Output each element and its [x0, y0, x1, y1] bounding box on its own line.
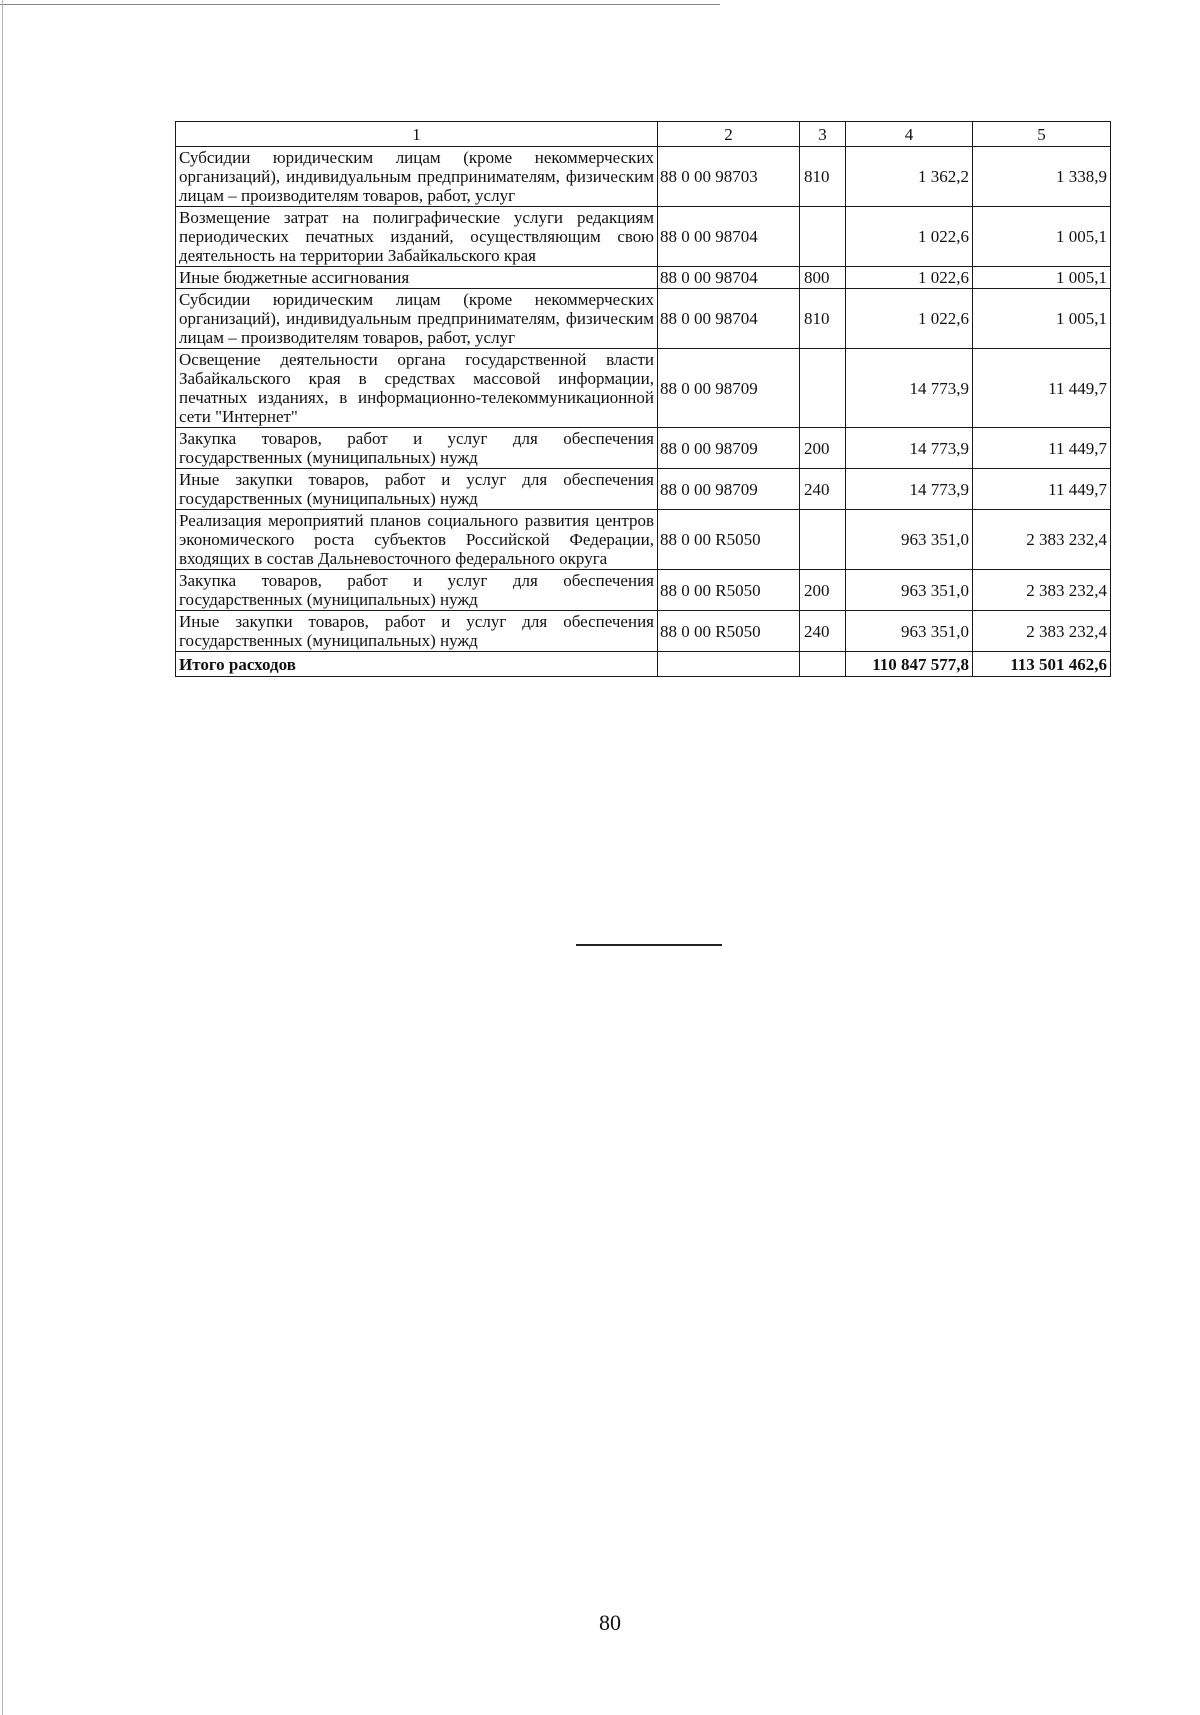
table-row: [176, 570, 1111, 611]
total-row: [176, 652, 1111, 677]
row-vr: 800: [800, 267, 846, 289]
table-row: [176, 207, 1111, 267]
row-code: 88 0 00 98709: [658, 469, 800, 510]
row-code: 88 0 00 98704: [658, 289, 800, 349]
row-code: 88 0 00 98703: [658, 147, 800, 207]
budget-table: [175, 121, 1111, 677]
row-amount-5: 11 449,7: [973, 349, 1111, 428]
row-amount-4: 14 773,9: [846, 469, 973, 510]
row-vr: [800, 510, 846, 570]
page-number: 80: [599, 1610, 621, 1635]
table-header-row: [176, 122, 1111, 147]
column-header: 4: [846, 122, 973, 147]
row-amount-4: 1 362,2: [846, 147, 973, 207]
total-vr: [800, 652, 846, 677]
row-name: Иные закупки товаров, работ и услуг для обеспечения государственных (муниципальных) нужд: [176, 611, 658, 652]
row-amount-5: 2 383 232,4: [973, 510, 1111, 570]
table-row: [176, 428, 1111, 469]
column-header: 3: [800, 122, 846, 147]
row-amount-5: 1 005,1: [973, 289, 1111, 349]
table-row: [176, 147, 1111, 207]
row-amount-5: 2 383 232,4: [973, 570, 1111, 611]
total-amount-5: 113 501 462,6: [973, 652, 1111, 677]
total-code: [658, 652, 800, 677]
column-header: 5: [973, 122, 1111, 147]
row-amount-5: 2 383 232,4: [973, 611, 1111, 652]
table-row: [176, 611, 1111, 652]
row-amount-4: 963 351,0: [846, 570, 973, 611]
row-amount-5: 1 005,1: [973, 207, 1111, 267]
row-name: Освещение деятельности органа государственной власти Забайкальского края в средствах массовой информации, печатных изданиях, в информационно-телекоммуникационной сети "Интернет": [176, 349, 658, 428]
row-vr: 200: [800, 570, 846, 611]
column-header: 1: [176, 122, 658, 147]
row-vr: 240: [800, 611, 846, 652]
row-code: 88 0 00 98704: [658, 267, 800, 289]
total-label: Итого расходов: [176, 652, 658, 677]
row-vr: 240: [800, 469, 846, 510]
total-amount-4: 110 847 577,8: [846, 652, 973, 677]
row-name: Закупка товаров, работ и услуг для обеспечения государственных (муниципальных) нужд: [176, 570, 658, 611]
table-row: [176, 267, 1111, 289]
row-amount-4: 1 022,6: [846, 267, 973, 289]
row-amount-4: 963 351,0: [846, 611, 973, 652]
row-code: 88 0 00 98704: [658, 207, 800, 267]
row-code: 88 0 00 98709: [658, 428, 800, 469]
row-vr: [800, 207, 846, 267]
table-row: [176, 289, 1111, 349]
row-code: 88 0 00 R5050: [658, 611, 800, 652]
row-vr: 810: [800, 147, 846, 207]
row-amount-4: 14 773,9: [846, 349, 973, 428]
end-of-document-rule: [576, 944, 722, 946]
row-amount-4: 1 022,6: [846, 289, 973, 349]
row-name: Реализация мероприятий планов социального развития центров экономического роста субъектов Российской Федерации, входящих в состав Дальневосточного федерального округа: [176, 510, 658, 570]
row-name: Субсидии юридическим лицам (кроме некоммерческих организаций), индивидуальным предпринимателям, физическим лицам – производителям товаров, работ, услуг: [176, 289, 658, 349]
row-amount-5: 11 449,7: [973, 469, 1111, 510]
row-amount-5: 1 338,9: [973, 147, 1111, 207]
row-name: Возмещение затрат на полиграфические услуги редакциям периодических печатных изданий, осуществляющим свою деятельность на территории Забайкальского края: [176, 207, 658, 267]
page-edge-left: [2, 0, 3, 1715]
column-header: 2: [658, 122, 800, 147]
row-code: 88 0 00 R5050: [658, 570, 800, 611]
table-row: [176, 349, 1111, 428]
row-amount-5: 11 449,7: [973, 428, 1111, 469]
row-name: Субсидии юридическим лицам (кроме некоммерческих организаций), индивидуальным предпринимателям, физическим лицам – производителям товаров, работ, услуг: [176, 147, 658, 207]
row-code: 88 0 00 R5050: [658, 510, 800, 570]
table-row: [176, 469, 1111, 510]
row-name: Иные бюджетные ассигнования: [176, 267, 658, 289]
row-name: Закупка товаров, работ и услуг для обеспечения государственных (муниципальных) нужд: [176, 428, 658, 469]
row-amount-4: 14 773,9: [846, 428, 973, 469]
row-code: 88 0 00 98709: [658, 349, 800, 428]
table-row: [176, 510, 1111, 570]
row-vr: [800, 349, 846, 428]
row-vr: 810: [800, 289, 846, 349]
page-edge-top: [0, 4, 720, 5]
row-amount-5: 1 005,1: [973, 267, 1111, 289]
row-amount-4: 963 351,0: [846, 510, 973, 570]
row-amount-4: 1 022,6: [846, 207, 973, 267]
row-name: Иные закупки товаров, работ и услуг для обеспечения государственных (муниципальных) нужд: [176, 469, 658, 510]
row-vr: 200: [800, 428, 846, 469]
